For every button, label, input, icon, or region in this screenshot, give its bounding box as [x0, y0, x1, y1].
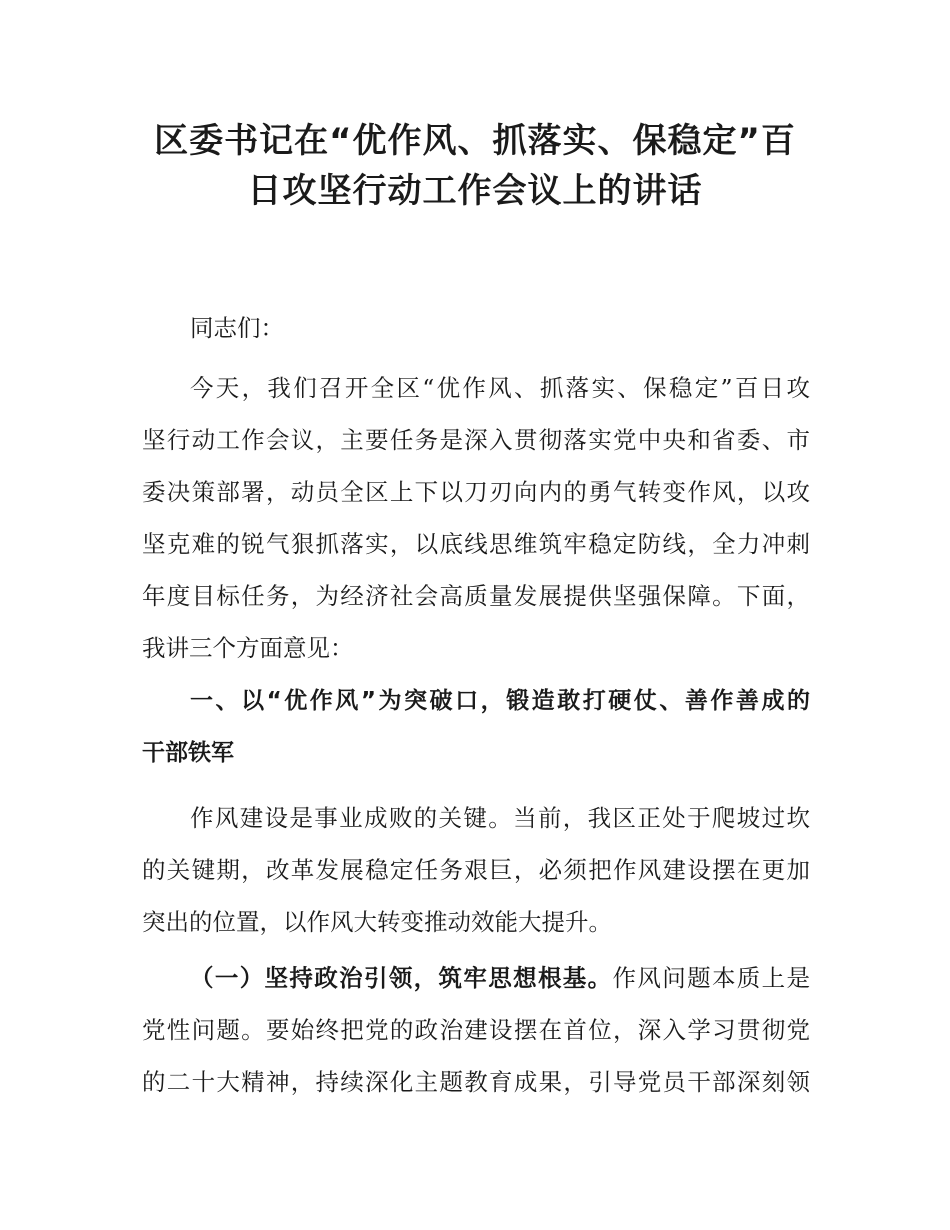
document-title [120, 116, 830, 216]
intro-line: 年度目标任务，为经济社会高质量发展提供坚强保障。下面， [142, 582, 810, 610]
subsection-1-title: （一）坚持政治引领，筑牢思想根基。 [190, 964, 613, 992]
intro-line: 委决策部署，动员全区上下以刀刃向内的勇气转变作风，以攻 [142, 478, 810, 506]
paragraph-line: 党性问题。要始终把党的政治建设摆在首位，深入学习贯彻党 [142, 1016, 810, 1044]
paragraph-line: 突出的位置，以作风大转变推动效能大提升。 [142, 908, 612, 936]
title-line-1: 区委书记在“优作风、抓落实、保稳定”百 [154, 121, 796, 161]
title-line-2: 日攻坚行动工作会议上的讲话 [247, 171, 703, 211]
paragraph-line: 的二十大精神，持续深化主题教育成果，引导党员干部深刻领 [142, 1068, 810, 1096]
heading-line: 一、以“优作风”为突破口，锻造敢打硬仗、善作善成的 [190, 688, 810, 714]
subsection-1-paragraph [142, 952, 810, 1108]
intro-line: 我讲三个方面意见： [142, 634, 354, 662]
heading-line: 干部铁军 [142, 740, 234, 766]
greeting-text: 同志们： [190, 314, 284, 342]
intro-line: 坚克难的锐气狠抓落实，以底线思维筑牢稳定防线，全力冲刺 [142, 530, 810, 558]
greeting [142, 302, 810, 354]
section-1-paragraph [142, 792, 810, 948]
intro-line: 今天，我们召开全区“优作风、抓落实、保稳定”百日攻 [190, 374, 810, 402]
intro-line: 坚行动工作会议，主要任务是深入贯彻落实党中央和省委、市 [142, 426, 810, 454]
subsection-1-lead: 作风问题本质上是 [612, 964, 811, 992]
subsection-first-line [142, 952, 810, 1004]
section-1-heading [142, 675, 810, 779]
intro-paragraph [142, 362, 810, 674]
paragraph-line: 作风建设是事业成败的关键。当前，我区正处于爬坡过坎 [190, 804, 810, 832]
paragraph-line: 的关键期，改革发展稳定任务艰巨，必须把作风建设摆在更加 [142, 856, 810, 884]
